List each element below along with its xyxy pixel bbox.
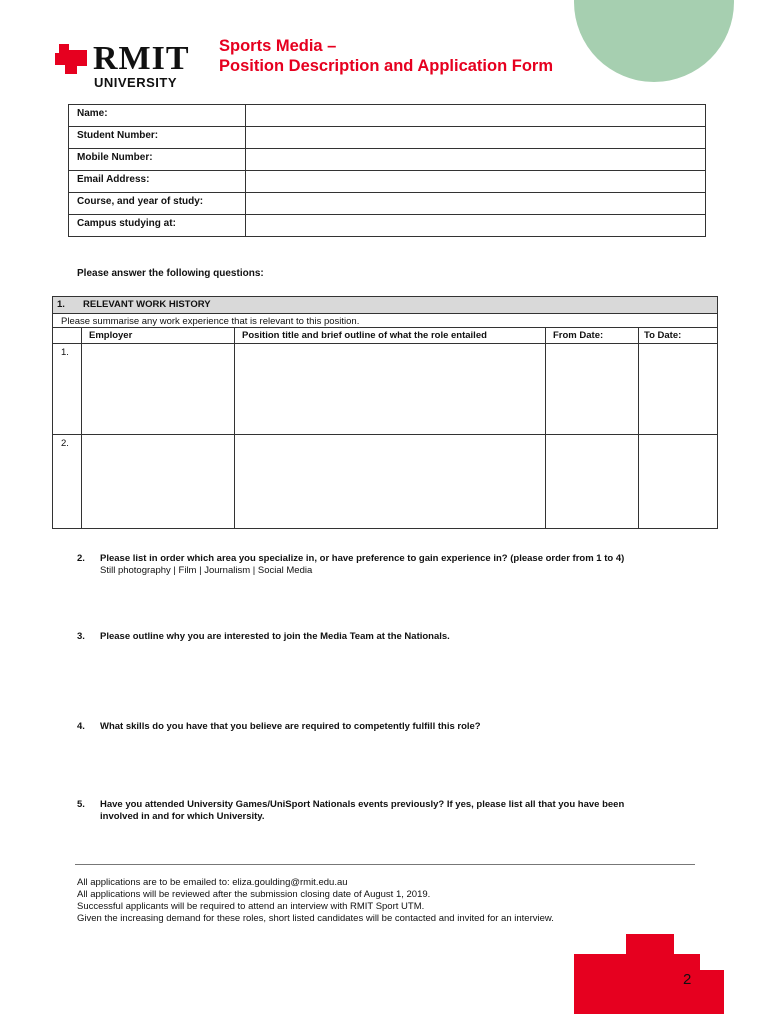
details-row — [69, 215, 706, 237]
name-field[interactable] — [246, 105, 706, 127]
course-field[interactable] — [246, 193, 706, 215]
questions-prompt: Please answer the following questions: — [77, 268, 264, 279]
divider — [545, 327, 546, 528]
divider — [53, 343, 717, 344]
footer-notes — [77, 877, 554, 925]
details-label: Student Number: — [69, 127, 246, 149]
page-title-line1: Sports Media – — [219, 37, 337, 55]
logo-wordmark: RMIT — [93, 40, 190, 77]
question-number: 2. — [77, 553, 85, 564]
column-header-employer: Employer — [89, 330, 133, 341]
decorative-green-circle — [574, 0, 734, 82]
question-text-continued: involved in and for which University. — [100, 811, 265, 822]
page-title-line2: Position Description and Application Form — [219, 57, 553, 75]
footer-line: All applications will be reviewed after the submission closing date of August 1, 2019. — [77, 889, 431, 900]
footer-divider — [75, 864, 695, 865]
question-number: 3. — [77, 631, 85, 642]
column-header-position: Position title and brief outline of what the role entailed — [242, 330, 487, 341]
campus-field[interactable] — [246, 215, 706, 237]
rmit-pixel-logo-icon — [55, 44, 89, 76]
details-row — [69, 149, 706, 171]
student-number-field[interactable] — [246, 127, 706, 149]
details-label: Name: — [69, 105, 246, 127]
footer-line: All applications are to be emailed to: eliza.goulding@rmit.edu.au — [77, 877, 348, 888]
divider — [638, 327, 639, 528]
section-number: 1. — [57, 299, 65, 310]
row-number: 1. — [61, 347, 69, 358]
footer-line: Given the increasing demand for these roles, short listed candidates will be contacted and invited for an interview. — [77, 913, 554, 924]
question-text: What skills do you have that you believe are required to competently fulfill this role? — [100, 721, 481, 732]
email-field[interactable] — [246, 171, 706, 193]
question-text: Please outline why you are interested to join the Media Team at the Nationals. — [100, 631, 450, 642]
details-label: Email Address: — [69, 171, 246, 193]
personal-details-table — [68, 104, 706, 237]
section-title: RELEVANT WORK HISTORY — [83, 299, 211, 310]
divider — [234, 327, 235, 528]
mobile-number-field[interactable] — [246, 149, 706, 171]
work-history-section — [52, 296, 718, 529]
details-label: Mobile Number: — [69, 149, 246, 171]
decorative-red-steps — [574, 934, 724, 1014]
question-number: 4. — [77, 721, 85, 732]
divider — [81, 327, 82, 528]
question-number: 5. — [77, 799, 85, 810]
section-subtitle: Please summarise any work experience that is relevant to this position. — [61, 316, 360, 327]
details-label: Course, and year of study: — [69, 193, 246, 215]
question-text: Have you attended University Games/UniSport Nationals events previously? If yes, please list all that you have been — [100, 799, 625, 810]
details-row — [69, 193, 706, 215]
page-number: 2 — [683, 971, 692, 988]
details-row — [69, 127, 706, 149]
details-label: Campus studying at: — [69, 215, 246, 237]
column-header-from-date: From Date: — [553, 330, 604, 341]
question-text: Please list in order which area you specialize in, or have preference to gain experience in? (please order from 1 to 4) — [100, 553, 625, 564]
media-area-options: Still photography | Film | Journalism | Social Media — [100, 565, 313, 576]
divider — [53, 434, 717, 435]
logo-subtitle: UNIVERSITY — [94, 75, 178, 90]
column-header-to-date: To Date: — [644, 330, 682, 341]
footer-line: Successful applicants will be required to attend an interview with RMIT Sport UTM. — [77, 901, 425, 912]
divider — [53, 327, 717, 328]
details-row — [69, 105, 706, 127]
row-number: 2. — [61, 438, 69, 449]
details-row — [69, 171, 706, 193]
